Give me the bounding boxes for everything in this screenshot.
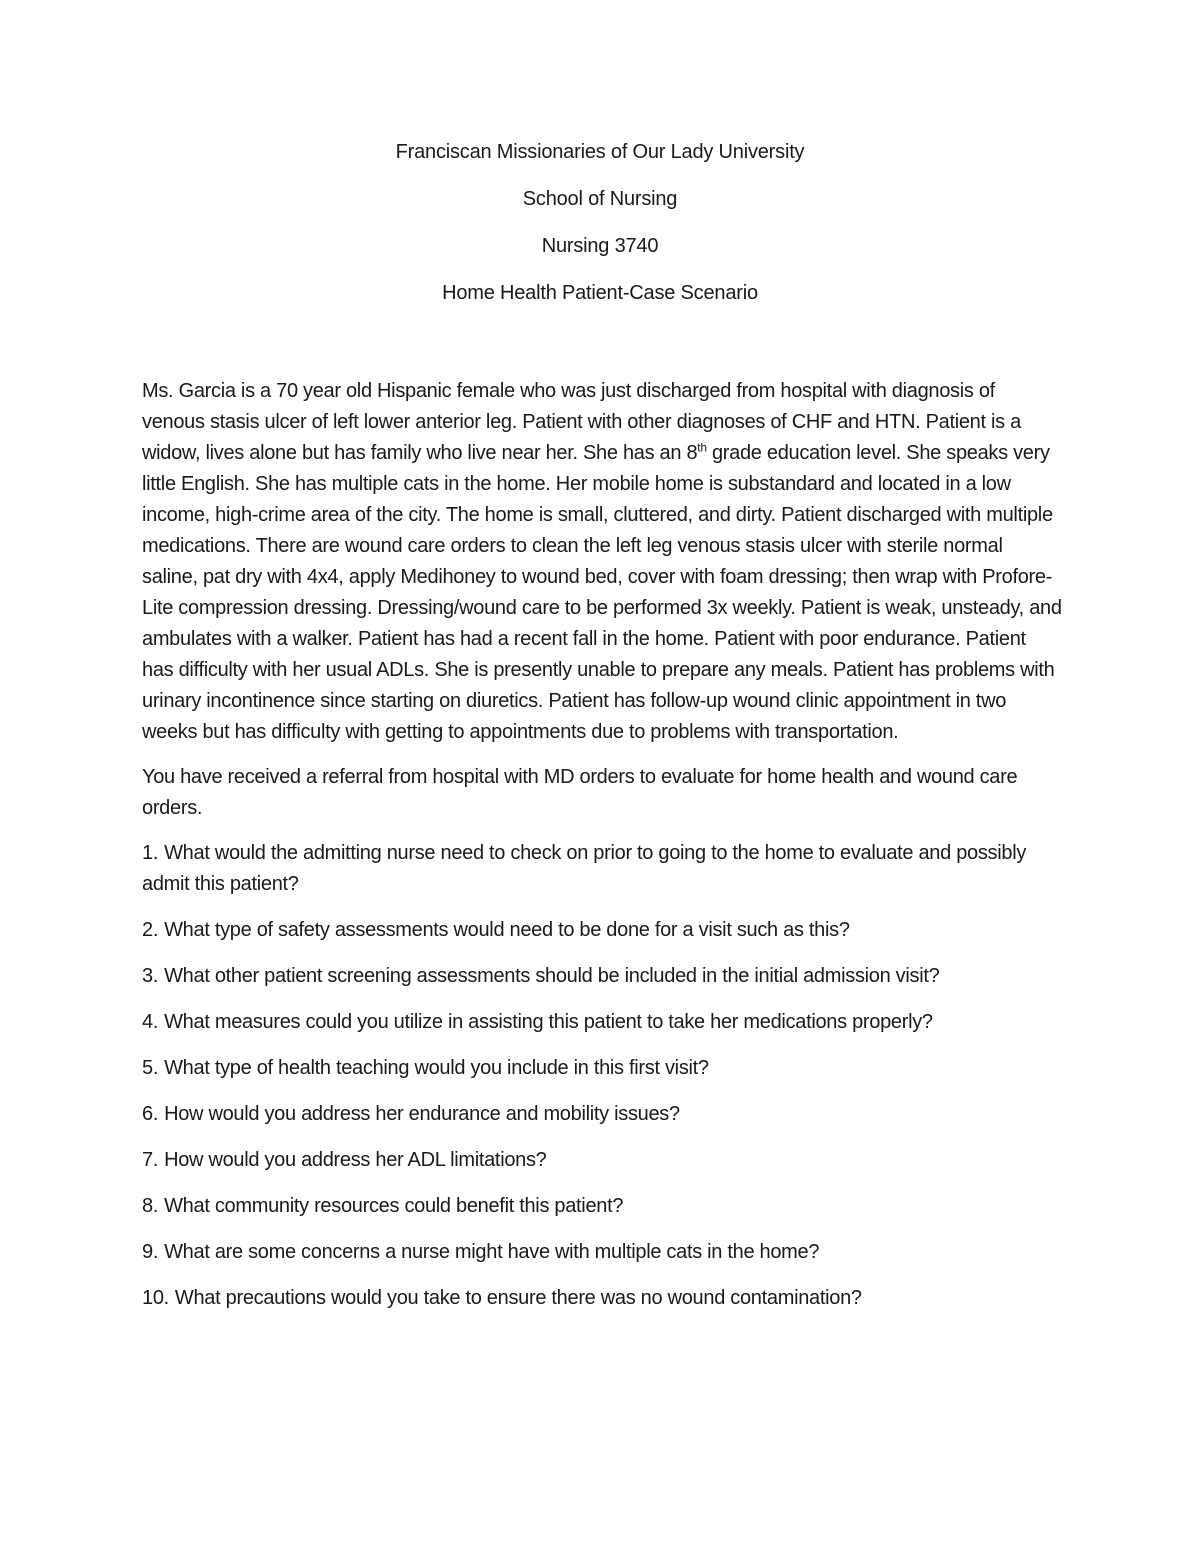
- question-number: 3.: [142, 965, 159, 987]
- university-name: Franciscan Missionaries of Our Lady University: [395, 141, 805, 163]
- question-number: 9.: [142, 1241, 159, 1263]
- scenario-superscript: th: [697, 440, 707, 455]
- question-number: 10.: [142, 1287, 169, 1309]
- question-number: 8.: [142, 1195, 159, 1217]
- question-text: How would you address her endurance and mobility issues?: [164, 1103, 680, 1125]
- document-title: Home Health Patient-Case Scenario: [442, 282, 758, 304]
- question-item: [142, 1283, 1062, 1314]
- referral-paragraph: You have received a referral from hospital with MD orders to evaluate for home health and wound care orders.: [142, 766, 1018, 819]
- question-item: [142, 1191, 1062, 1222]
- question-item: [142, 1145, 1062, 1176]
- document-body: [142, 376, 1062, 1329]
- question-text: What community resources could benefit this patient?: [164, 1195, 624, 1217]
- question-number: 4.: [142, 1011, 159, 1033]
- question-item: [142, 961, 1062, 992]
- question-text: How would you address her ADL limitations?: [164, 1149, 547, 1171]
- question-item: [142, 1099, 1062, 1130]
- course-name: Nursing 3740: [541, 235, 659, 257]
- question-list: [142, 838, 1062, 1314]
- question-number: 5.: [142, 1057, 159, 1079]
- question-text: What type of safety assessments would need to be done for a visit such as this?: [164, 919, 850, 941]
- question-text: What other patient screening assessments should be included in the initial admission visit?: [164, 965, 940, 987]
- question-text: What measures could you utilize in assisting this patient to take her medications properly?: [164, 1011, 933, 1033]
- question-number: 7.: [142, 1149, 159, 1171]
- question-number: 1.: [142, 842, 159, 864]
- question-text: What precautions would you take to ensure there was no wound contamination?: [174, 1287, 862, 1309]
- scenario-paragraph: [142, 376, 1062, 748]
- question-item: [142, 1053, 1062, 1084]
- scenario-text-part2: grade education level. She speaks very little English. She has multiple cats in the home. Her mobile home is substandard and located in a low income, high-crime area of the city. The home is small, cluttered, and dirty. Patient discharged with multiple medications. There are wound care orders to clean the left leg venous stasis ulcer with sterile normal saline, pat dry with 4x4, apply Medihoney to wound bed, cover with foam dressing; then wrap with Profore-Lite compression dressing. Dressing/wound care to be performed 3x weekly. Patient is weak, unsteady, and ambulates with a walker. Patient has had a recent fall in the home. Patient with poor endurance. Patient has difficulty with her usual ADLs. She is presently unable to prepare any meals. Patient has problems with urinary incontinence since starting on diuretics. Patient has follow-up wound clinic appointment in two weeks but has difficulty with getting to appointments due to problems with transportation.: [142, 442, 1062, 743]
- question-item: [142, 1237, 1062, 1268]
- question-text: What type of health teaching would you include in this first visit?: [164, 1057, 709, 1079]
- question-text: What are some concerns a nurse might have with multiple cats in the home?: [164, 1241, 820, 1263]
- school-name: School of Nursing: [522, 188, 678, 210]
- document-header: [0, 140, 1200, 328]
- scenario-text-part1: Ms. Garcia is a 70 year old Hispanic female who was just discharged from hospital with diagnosis of venous stasis ulcer of left lower anterior leg. Patient with other diagnoses of CHF and HTN. Patient is a widow, lives alone but has family who live near her. She has an 8: [142, 380, 1021, 464]
- question-item: [142, 1007, 1062, 1038]
- question-number: 6.: [142, 1103, 159, 1125]
- question-item: [142, 838, 1062, 900]
- question-number: 2.: [142, 919, 159, 941]
- question-item: [142, 915, 1062, 946]
- question-text: What would the admitting nurse need to check on prior to going to the home to evaluate and possibly admit this patient?: [142, 842, 1027, 895]
